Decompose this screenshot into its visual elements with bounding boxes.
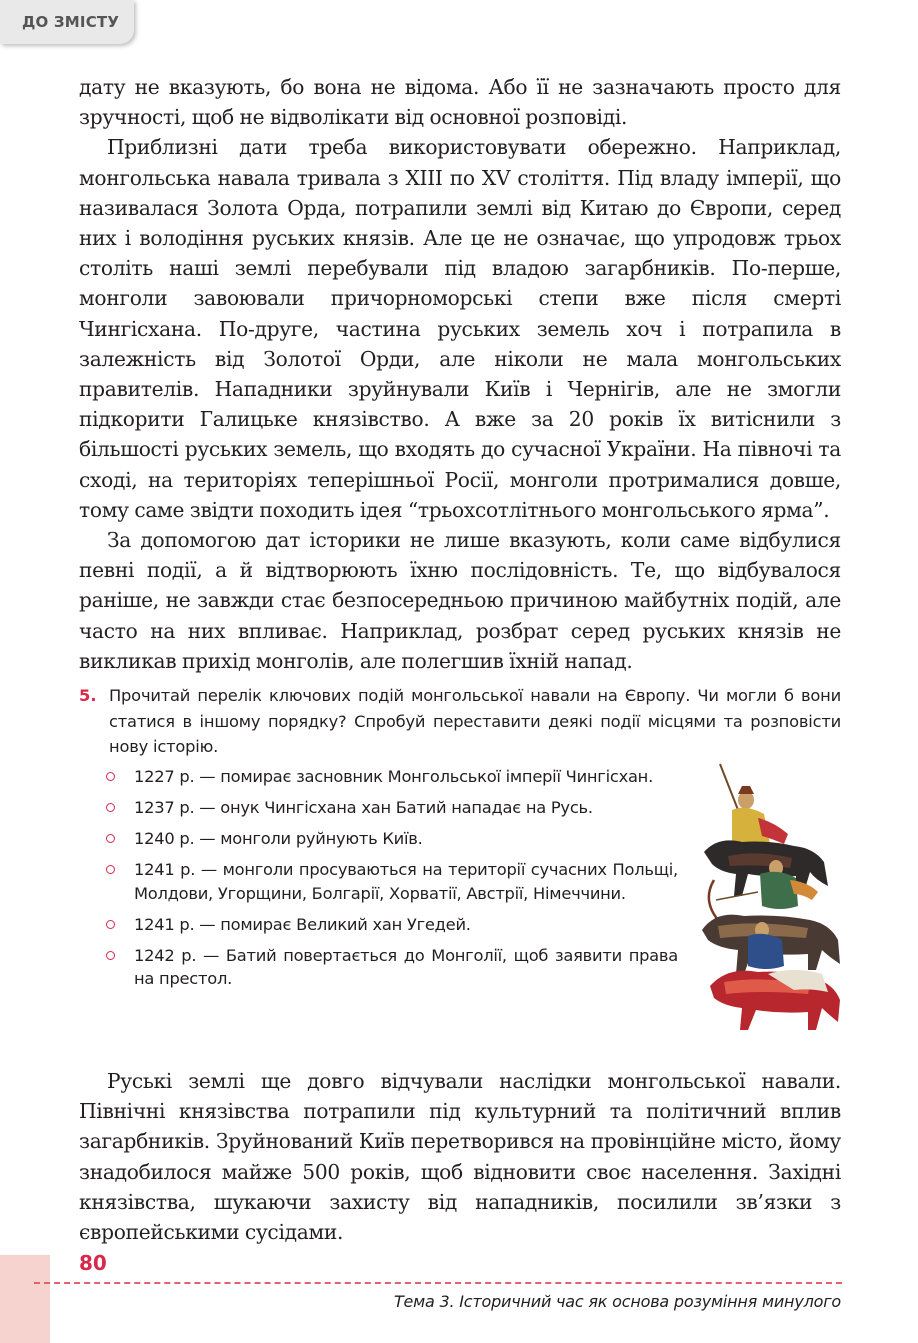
bullet-circle-icon: [106, 772, 115, 781]
task-number: 5.: [79, 686, 97, 705]
bullet-circle-icon: [106, 951, 115, 960]
bullet-circle-icon: [106, 920, 115, 929]
list-item: [104, 796, 678, 820]
toc-button[interactable]: ДО ЗМІСТУ: [0, 0, 134, 44]
bullet-circle-icon: [106, 834, 115, 843]
footer-divider: [34, 1282, 842, 1284]
events-list: [104, 765, 678, 998]
event-text: 1241 р. — помирає Великий хан Угедей.: [134, 914, 471, 934]
event-text: 1227 р. — помирає засновник Монгольської імперії Чингісхан.: [134, 767, 654, 786]
event-text: 1242 р. — Батий повертається до Монголії, щоб заявити права на престол.: [134, 945, 678, 988]
task-text: Прочитай перелік ключових подій монгольської навали на Європу. Чи могли б вони статися в іншому порядку? Спробуй переставити деякі події місцями та розповісти нову історію.: [109, 686, 841, 756]
mongol-horsemen-illustration: [698, 760, 843, 1032]
event-text: 1241 р. — монголи просуваються на території сучасних Польщі, Молдови, Угорщини, Болгарії, Хорватії, Австрії, Німеччини.: [134, 860, 678, 903]
paragraph-1: дату не вказують, бо вона не відома. Або її не зазначають просто для зручності, щоб не відволікати від основної розповіді.: [79, 75, 841, 130]
chapter-title: Тема 3. Історичний час як основа розуміння минулого: [393, 1292, 841, 1311]
bullet-circle-icon: [106, 865, 115, 874]
event-text: 1237 р. — онук Чингісхана хан Батий нападає на Русь.: [134, 798, 593, 817]
list-item: [104, 858, 678, 905]
page-number: 80: [79, 1251, 107, 1275]
bullet-circle-icon: [106, 803, 115, 812]
task-block: [79, 683, 841, 760]
paragraph-4: Руські землі ще довго відчували наслідки монгольської навали. Північні князівства потрапили під культурний та політичний вплив загарбників. Зруйнований Київ перетворився на провінційне місто, йому знадобилося майже 500 років, щоб відновити своє населення. Західні князівства, шукаючи захисту від нападників, посилили зв’язки з європейськими сусідами.: [79, 1069, 841, 1245]
event-text: 1240 р. — монголи руйнують Київ.: [134, 829, 423, 848]
list-item: [104, 944, 678, 991]
list-item: [104, 913, 678, 937]
paragraph-3: За допомогою дат історики не лише вказують, коли саме відбулися певні події, а й відтворюють їхню послідовність. Те, що відбувалося раніше, не завжди стає безпосередньою причиною майбутніх подій, але часто на них впливає. Наприклад, розбрат серед руських князів не викликав прихід монголів, але полегшив їхній напад.: [79, 528, 841, 673]
list-item: [104, 765, 678, 789]
main-text-top: [79, 72, 841, 676]
paragraph-2: Приблизні дати треба використовувати обережно. Наприклад, монгольська навала тривала з XIII по XV століття. Під владу імперії, що називалася Золота Орда, потрапили землі від Китаю до Європи, серед них і володіння руських князів. Але це не означає, що упродовж трьох століть наші землі перебували під владою загарбників. По-перше, монголи завоювали причорноморські степи вже після смерті Чингісхана. По-друге, частина руських земель хоч і потрапила в залежність від Золотої Орди, але ніколи не мала монгольських правителів. Нападники зруйнували Київ і Чернігів, але не змогли підкорити Галицьке князівство. А вже за 20 років їх витіснили з більшості руських земель, що входять до сучасної України. На півночі та сході, на територіях теперішньої Росії, монголи протрималися довше, тому саме звідти походить ідея “трьохсотлітнього монгольського ярма”.: [79, 135, 841, 522]
main-text-bottom: [79, 1066, 841, 1247]
list-item: [104, 827, 678, 851]
footer-decoration: [0, 1255, 50, 1343]
